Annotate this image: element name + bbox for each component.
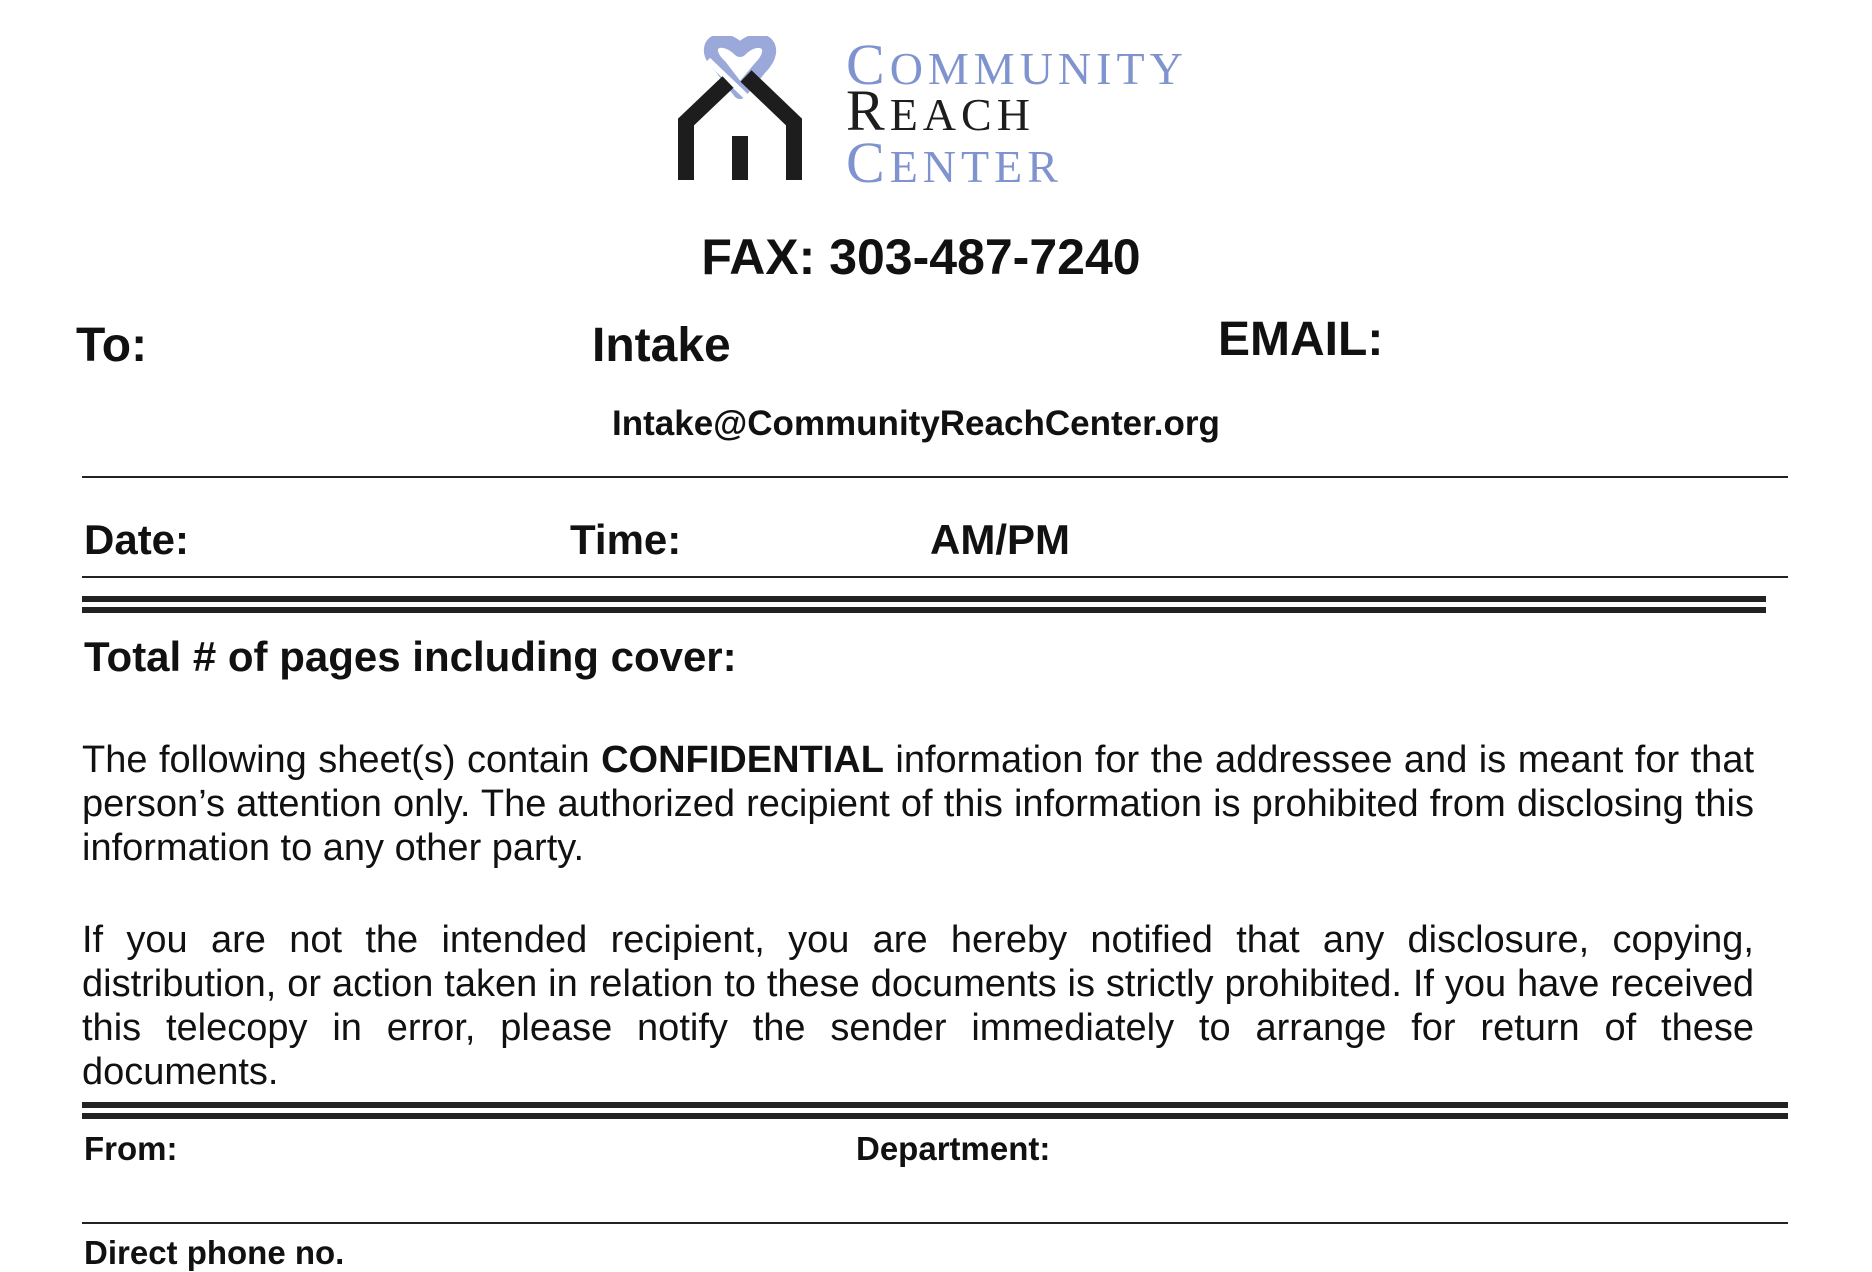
logo-text-community: COMMUNITY <box>846 32 1188 97</box>
double-rule-bottom <box>82 607 1766 613</box>
email-label: EMAIL: <box>1218 313 1384 366</box>
confidential-text-start: The following sheet(s) contain <box>82 739 602 781</box>
double-rule-top <box>82 596 1766 602</box>
department-label: Department: <box>856 1130 1051 1167</box>
logo-text-reach: REACH <box>846 78 1035 143</box>
confidential-emphasis: CONFIDENTIAL <box>601 739 884 781</box>
double-rule-top <box>82 1102 1788 1108</box>
to-label: To: <box>76 319 148 372</box>
from-label: From: <box>84 1130 178 1167</box>
time-label: Time: <box>570 516 682 563</box>
logo-text-center: CENTER <box>846 130 1063 195</box>
house-heart-icon <box>678 36 808 186</box>
confidentiality-paragraph <box>82 738 1754 870</box>
email-value: Intake@CommunityReachCenter.org <box>612 404 1220 443</box>
divider-line <box>82 576 1788 578</box>
ampm-label: AM/PM <box>930 516 1070 563</box>
divider-line <box>82 476 1788 478</box>
date-label: Date: <box>84 516 190 563</box>
logo-line-center <box>846 130 1063 195</box>
divider-line <box>82 1222 1788 1224</box>
direct-phone-label: Direct phone no. <box>84 1234 345 1271</box>
total-pages-label: Total # of pages including cover: <box>84 633 737 680</box>
community-reach-center-logo <box>678 32 1198 195</box>
misdelivery-notice-paragraph: If you are not the intended recipient, you are hereby notified that any disclosure, copying, distribution, or action taken in relation to these documents is strictly prohibited. If you have received this telecopy in error, please notify the sender immediately to arrange for return of these documents. <box>82 919 1754 1093</box>
double-rule-bottom <box>82 1113 1788 1119</box>
fax-number-heading: FAX: 303-487-7240 <box>701 229 1141 285</box>
to-value: Intake <box>592 319 731 372</box>
confidential-text-end: information for the addressee and is meant for that person’s attention only. The authorized recipient of this information is prohibited from disclosing this information to any other party. <box>82 739 1755 869</box>
